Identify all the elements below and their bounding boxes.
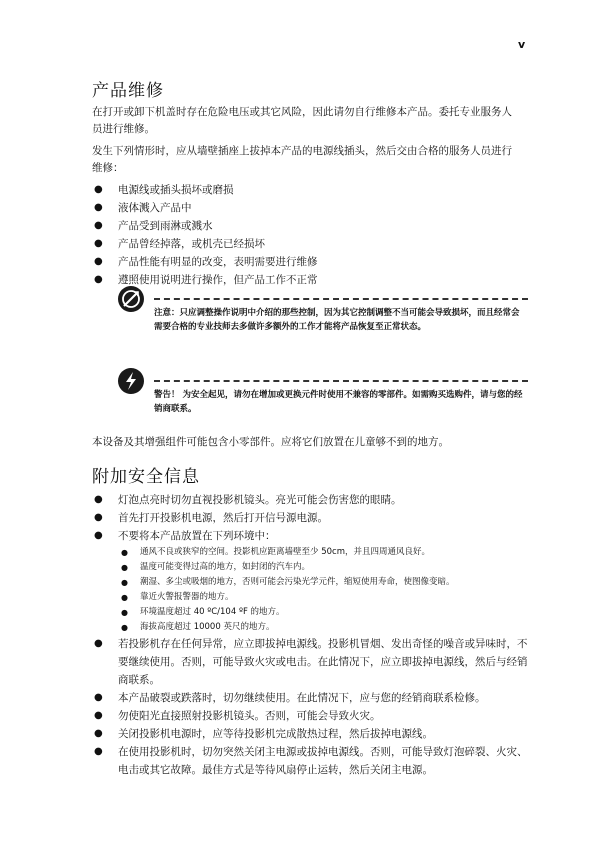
bullet-icon: ●	[121, 548, 128, 557]
bullet-icon: ●	[94, 692, 103, 703]
environment-sublist	[118, 545, 532, 635]
bullet-icon: ●	[121, 578, 128, 587]
list-item: ● 若投影机存在任何异常，应立即拔掉电源线。投影机冒烟、发出奇怪的噪音或异味时，不要继续使用。否则，可能导致火灾或电击。在此情况下，应立即拔掉电源线，然后与经销商联系。	[92, 635, 532, 689]
bullet-icon: ●	[121, 563, 128, 572]
bullet-icon: ●	[94, 220, 103, 231]
list-item: ● 通风不良或狭窄的空间。投影机应距离墙壁至少 50cm，并且四周通风良好。	[118, 545, 532, 560]
list-item: ● 首先打开投影机电源，然后打开信号源电源。	[92, 509, 532, 527]
bullet-icon: ●	[94, 710, 103, 721]
bullet-icon: ●	[94, 512, 103, 523]
bullet-icon: ●	[94, 256, 103, 267]
bullet-icon: ●	[94, 746, 103, 757]
list-item: ● 在使用投影机时，切勿突然关闭主电源或拔掉电源线。否则，可能导致灯泡碎裂、火灾、电击或其它故障。最佳方式是等待风扇停止运转，然后关闭主电源。	[92, 743, 532, 779]
bullet-icon: ●	[94, 638, 103, 649]
list-item: ● 灯泡点亮时切勿直视投影机镜头。亮光可能会伤害您的眼睛。	[92, 491, 532, 509]
bullet-icon: ●	[94, 530, 103, 541]
list-item: ● 海拔高度超过 10000 英尺的地方。	[118, 620, 532, 635]
list-item: ● 潮湿、多尘或吸烟的地方，否则可能会污染光学元件，缩短使用寿命，使图像变暗。	[118, 575, 532, 590]
bullet-icon: ●	[94, 494, 103, 505]
page-number: v	[518, 38, 526, 51]
note-divider	[154, 298, 528, 300]
list-item: ● 产品曾经掉落，或机壳已经损坏	[92, 235, 532, 253]
bullet-icon: ●	[94, 728, 103, 739]
note-callout	[118, 286, 528, 348]
list-item: ● 液体溅入产品中	[92, 199, 532, 217]
warning-callout	[118, 368, 528, 424]
list-item: ● 电源线或插头损坏或磨损	[92, 181, 532, 199]
bullet-icon: ●	[121, 593, 128, 602]
service-conditions-list	[92, 181, 532, 289]
note-text: 注意：只应调整操作说明中介绍的那些控制，因为其它控制调整不当可能会导致损坏，而且经常会需要合格的专业技师去多做许多额外的工作才能将产品恢复至正常状态。	[154, 308, 520, 332]
note-icon	[118, 286, 144, 312]
list-item: ● 关闭投影机电源时，应等待投影机完成散热过程，然后拔掉电源线。	[92, 725, 532, 743]
service-paragraph-2: 发生下列情形时，应从墙壁插座上拔掉本产品的电源线插头，然后交由合格的服务人员进行维修：	[92, 145, 512, 174]
list-item: ● 环境温度超过 40 ºC/104 ºF 的地方。	[118, 605, 532, 620]
bullet-icon: ●	[94, 202, 103, 213]
list-item: ● 产品受到雨淋或溅水	[92, 217, 532, 235]
list-item: ● 产品性能有明显的改变，表明需要进行维修	[92, 253, 532, 271]
service-paragraph-1: 在打开或卸下机盖时存在危险电压或其它风险，因此请勿自行维修本产品。委托专业服务人员进行维修。	[92, 106, 512, 135]
list-item: ● 靠近火警报警器的地方。	[118, 590, 532, 605]
warning-text: 警告！ 为安全起见，请勿在增加或更换元件时使用不兼容的零部件。如需购买选购件，请与您的经销商联系。	[154, 390, 523, 414]
section-title-product-service: 产品维修	[92, 81, 164, 101]
safety-list	[92, 491, 532, 779]
warning-divider	[154, 380, 528, 382]
bullet-icon: ●	[121, 608, 128, 617]
list-item: ● 不要将本产品放置在下列环境中： ● 通风不良或狭窄的空间。投影机应距离墙壁至少 50cm，并且四周通风良好。 ● 温度可能变得过高的地方，如封闭的汽车内。 ● 潮湿、多尘或吸烟的地方，否则可能会污染光学元件，缩短使用寿命，使图像变暗。 ● 靠近火警报警器的地方。 ● 环境温度超过 40 ºC/104 ºF 的地方。 ● 海拔高度超过 10000 英尺的地方。	[92, 527, 532, 635]
bullet-icon: ●	[94, 274, 103, 285]
section-title-additional-safety: 附加安全信息	[92, 467, 200, 487]
list-item: ● 本产品破裂或跌落时，切勿继续使用。在此情况下，应与您的经销商联系检修。	[92, 689, 532, 707]
list-item: ● 温度可能变得过高的地方，如封闭的汽车内。	[118, 560, 532, 575]
bullet-icon: ●	[94, 238, 103, 249]
bullet-icon: ●	[121, 623, 128, 632]
list-item: ● 遵照使用说明进行操作，但产品工作不正常	[92, 271, 532, 289]
warning-icon	[118, 368, 144, 394]
small-parts-paragraph: 本设备及其增强组件可能包含小零部件。应将它们放置在儿童够不到的地方。	[92, 436, 449, 448]
bullet-icon: ●	[94, 184, 103, 195]
list-item: ● 勿使阳光直接照射投影机镜头。否则，可能会导致火灾。	[92, 707, 532, 725]
